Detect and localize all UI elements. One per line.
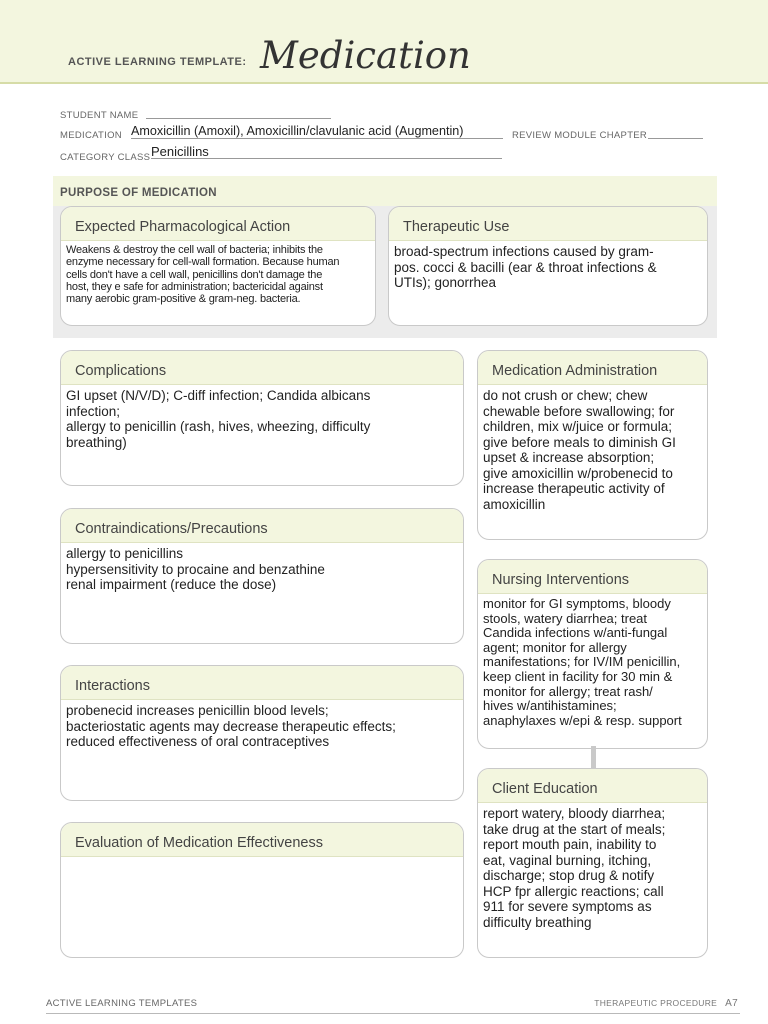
administration-text <box>478 385 707 512</box>
text-line: discharge; stop drug & notify <box>483 868 655 883</box>
text-line: allergy to penicillin (rash, hives, wheezing, difficulty <box>66 419 371 434</box>
footer-right <box>594 998 738 1009</box>
purpose-header <box>53 176 717 206</box>
evaluation-box[interactable] <box>60 822 464 958</box>
contraindications-title: Contraindications/Precautions <box>61 509 463 543</box>
template-title: Medication <box>260 34 471 77</box>
interactions-box[interactable] <box>60 665 464 801</box>
text-line: infection; <box>66 403 121 419</box>
text-line: cells don't have a cell wall, penicillins don't damage the <box>66 268 323 281</box>
student-name-label: STUDENT NAME <box>60 110 139 121</box>
text-line: eat, vaginal burning, itching, <box>483 852 652 868</box>
template-label: ACTIVE LEARNING TEMPLATE: <box>68 56 247 68</box>
text-line: GI upset (N/V/D); C-diff infection; Candida albicans <box>66 388 371 403</box>
text-line: breathing) <box>66 434 127 450</box>
text-line: pos. cocci & bacilli (ear & throat infections & <box>394 259 657 275</box>
text-line: agent; monitor for allergy <box>483 639 627 655</box>
text-line: stools, watery diarrhea; treat <box>483 610 648 626</box>
medication-field[interactable]: Amoxicillin (Amoxil), Amoxicillin/clavulanic acid (Augmentin) <box>131 124 503 139</box>
nursing-interventions-title: Nursing Interventions <box>478 560 707 594</box>
contraindications-text <box>61 543 463 593</box>
text-line: host, they e safe for administration; bactericidal against <box>66 280 323 293</box>
text-line: children, mix w/juice or formula; <box>483 419 673 434</box>
nursing-interventions-box[interactable] <box>477 559 708 749</box>
text-line: hypersensitivity to procaine and benzathine <box>66 561 325 577</box>
text-line: many aerobic gram-positive & gram-neg. bacteria. <box>66 293 301 306</box>
text-line: give amoxicillin w/probenecid to <box>483 465 673 481</box>
text-line: renal impairment (reduce the dose) <box>66 577 277 592</box>
template-header <box>0 0 768 84</box>
text-line: give before meals to diminish GI <box>483 434 676 450</box>
review-module-field[interactable] <box>648 124 703 139</box>
footer-divider <box>46 1013 740 1014</box>
client-education-box[interactable] <box>477 768 708 958</box>
complications-title: Complications <box>61 351 463 385</box>
interactions-text <box>61 700 463 750</box>
text-line: increase therapeutic activity of <box>483 481 665 496</box>
text-line: enzyme necessary for cell-wall formation. Because human <box>66 256 340 269</box>
footer-page-number: A7 <box>725 998 738 1009</box>
text-line: Candida infections w/anti-fungal <box>483 625 668 641</box>
therapeutic-use-title: Therapeutic Use <box>389 207 707 241</box>
expected-action-text <box>61 241 375 305</box>
box-connector <box>591 746 596 768</box>
text-line: HCP fpr allergic reactions; call <box>483 883 664 899</box>
text-line: amoxicillin <box>483 496 546 512</box>
category-class-field[interactable]: Penicillins <box>151 144 502 159</box>
text-line: manifestations; for IV/IM penicillin, <box>483 654 681 670</box>
text-line: keep client in facility for 30 min & <box>483 668 673 684</box>
complications-text <box>61 385 463 450</box>
text-line: difficulty breathing <box>483 914 592 930</box>
medication-label: MEDICATION <box>60 130 122 141</box>
student-name-field[interactable] <box>146 104 331 119</box>
text-line: chewable before swallowing; for <box>483 403 675 419</box>
therapeutic-use-text <box>389 241 707 291</box>
complications-box[interactable] <box>60 350 464 486</box>
client-education-text <box>478 803 707 930</box>
text-line: report mouth pain, inability to <box>483 837 657 852</box>
text-line: broad-spectrum infections caused by gram- <box>394 244 654 259</box>
review-module-label: REVIEW MODULE CHAPTER <box>512 130 648 141</box>
footer-procedure: THERAPEUTIC PROCEDURE <box>594 998 718 1008</box>
text-line: take drug at the start of meals; <box>483 821 666 837</box>
nursing-interventions-text <box>478 594 707 728</box>
category-class-label: CATEGORY CLASS <box>60 152 151 163</box>
text-line: allergy to penicillins <box>66 546 184 561</box>
administration-box[interactable] <box>477 350 708 540</box>
text-line: bacteriostatic agents may decrease therapeutic effects; <box>66 718 396 734</box>
evaluation-text <box>61 857 463 860</box>
text-line: hives w/antihistamines; <box>483 698 617 714</box>
text-line: 911 for severe symptoms as <box>483 899 652 914</box>
expected-action-box[interactable] <box>60 206 376 326</box>
interactions-title: Interactions <box>61 666 463 700</box>
text-line: report watery, bloody diarrhea; <box>483 806 666 821</box>
text-line: probenecid increases penicillin blood levels; <box>66 703 329 718</box>
footer-left: ACTIVE LEARNING TEMPLATES <box>46 998 198 1009</box>
administration-title: Medication Administration <box>478 351 707 385</box>
evaluation-title: Evaluation of Medication Effectiveness <box>61 823 463 857</box>
text-line: upset & increase absorption; <box>483 450 655 465</box>
contraindications-box[interactable] <box>60 508 464 644</box>
text-line: monitor for GI symptoms, bloody <box>483 596 671 611</box>
text-line: do not crush or chew; chew <box>483 388 648 403</box>
text-line: anaphylaxes w/epi & resp. support <box>483 712 682 728</box>
text-line: UTIs); gonorrhea <box>394 275 497 290</box>
expected-action-title: Expected Pharmacological Action <box>61 207 375 241</box>
text-line: Weakens & destroy the cell wall of bacteria; inhibits the <box>66 244 323 256</box>
text-line: reduced effectiveness of oral contraceptives <box>66 734 330 749</box>
therapeutic-use-box[interactable] <box>388 206 708 326</box>
text-line: monitor for allergy; treat rash/ <box>483 683 653 699</box>
client-education-title: Client Education <box>478 769 707 803</box>
purpose-title: PURPOSE OF MEDICATION <box>60 187 217 199</box>
